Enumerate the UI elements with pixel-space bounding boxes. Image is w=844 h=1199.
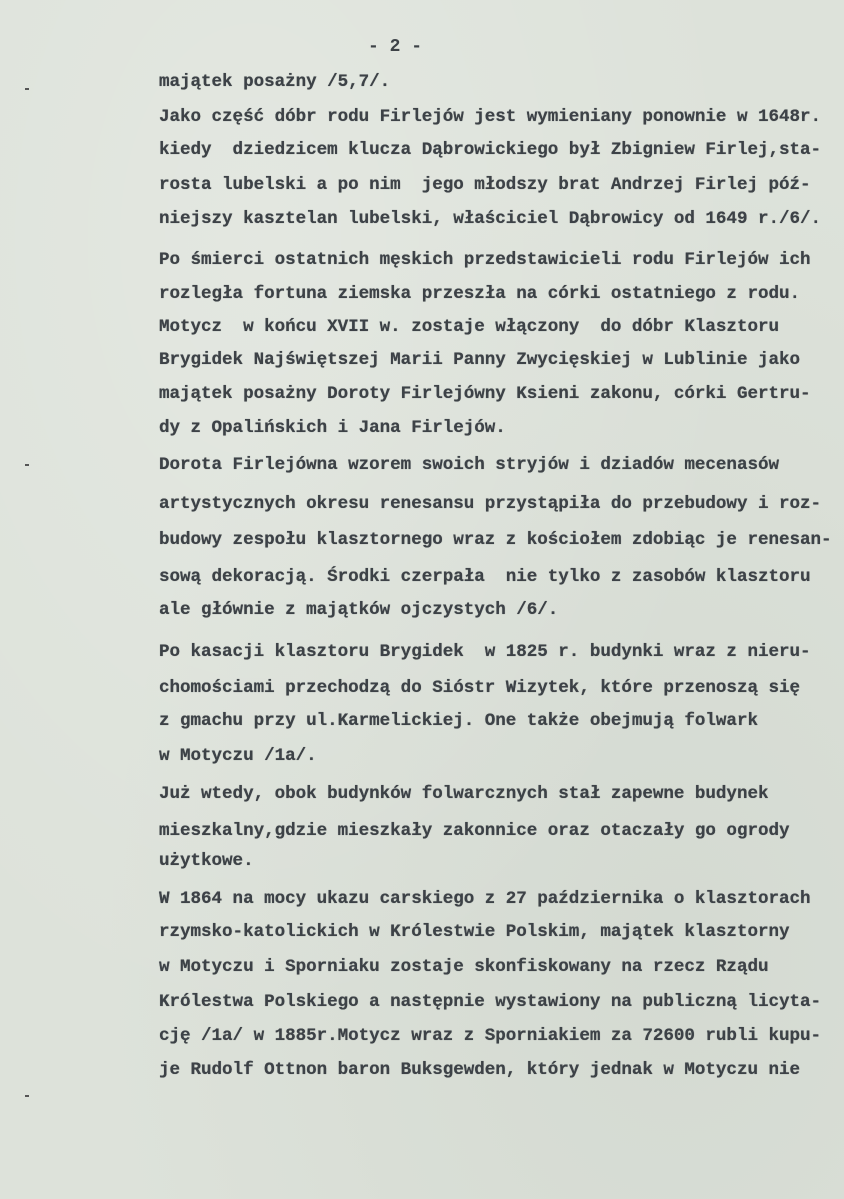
margin-mark (25, 88, 29, 90)
text-line: Brygidek Najświętszej Marii Panny Zwycięskiej w Lublinie jako (159, 350, 800, 370)
text-line: niejszy kasztelan lubelski, właściciel Dąbrowicy od 1649 r./6/. (159, 209, 822, 229)
text-line: Jako część dóbr rodu Firlejów jest wymieniany ponownie w 1648r. (159, 107, 822, 127)
text-line: budowy zespołu klasztornego wraz z kościołem zdobiąc je renesan- (159, 530, 832, 550)
text-line: rzymsko-katolickich w Królestwie Polskim, majątek klasztorny (159, 922, 790, 942)
text-line: ale głównie z majątków ojczystych /6/. (159, 600, 559, 620)
text-line: sową dekoracją. Środki czerpała nie tylko z zasobów klasztoru (159, 567, 811, 587)
text-line: artystycznych okresu renesansu przystąpiła do przebudowy i roz- (159, 494, 822, 514)
text-line: Po śmierci ostatnich męskich przedstawicieli rodu Firlejów ich (159, 250, 811, 270)
text-line: Już wtedy, obok budynków folwarcznych stał zapewne budynek (159, 784, 769, 804)
text-line: W 1864 na mocy ukazu carskiego z 27 października o klasztorach (159, 889, 811, 909)
text-line: w Motyczu /1a/. (159, 746, 317, 766)
text-line: mieszkalny,gdzie mieszkały zakonnice oraz otaczały go ogrody (159, 821, 790, 841)
text-line: rosta lubelski a po nim jego młodszy brat Andrzej Firlej póź- (159, 175, 811, 195)
text-line: rozległa fortuna ziemska przeszła na córki ostatniego z rodu. (159, 284, 800, 304)
margin-mark (25, 464, 29, 466)
text-line: z gmachu przy ul.Karmelickiej. One także obejmują folwark (159, 711, 758, 731)
text-line: Dorota Firlejówna wzorem swoich stryjów i dziadów mecenasów (159, 455, 779, 475)
text-line: majątek posażny Doroty Firlejówny Ksieni zakonu, córki Gertru- (159, 384, 811, 404)
text-line: użytkowe. (159, 851, 254, 871)
text-line: Motycz w końcu XVII w. zostaje włączony do dóbr Klasztoru (159, 317, 779, 337)
text-line: w Motyczu i Sporniaku zostaje skonfiskowany na rzecz Rządu (159, 957, 769, 977)
text-line: dy z Opalińskich i Jana Firlejów. (159, 418, 506, 438)
text-line: Po kasacji klasztoru Brygidek w 1825 r. budynki wraz z nieru- (159, 642, 811, 662)
text-line: chomościami przechodzą do Sióstr Wizytek, które przenoszą się (159, 678, 800, 698)
text-line: je Rudolf Ottnon baron Buksgewden, który jednak w Motyczu nie (159, 1060, 800, 1080)
text-line: majątek posażny /5,7/. (159, 72, 391, 92)
text-line: cję /1a/ w 1885r.Motycz wraz z Sporniakiem za 72600 rubli kupu- (159, 1026, 822, 1046)
margin-mark (25, 1095, 29, 1097)
page-number: - 2 - (368, 37, 423, 57)
text-line: kiedy dziedzicem klucza Dąbrowickiego był Zbigniew Firlej,sta- (159, 140, 822, 160)
text-line: Królestwa Polskiego a następnie wystawiony na publiczną licyta- (159, 992, 822, 1012)
